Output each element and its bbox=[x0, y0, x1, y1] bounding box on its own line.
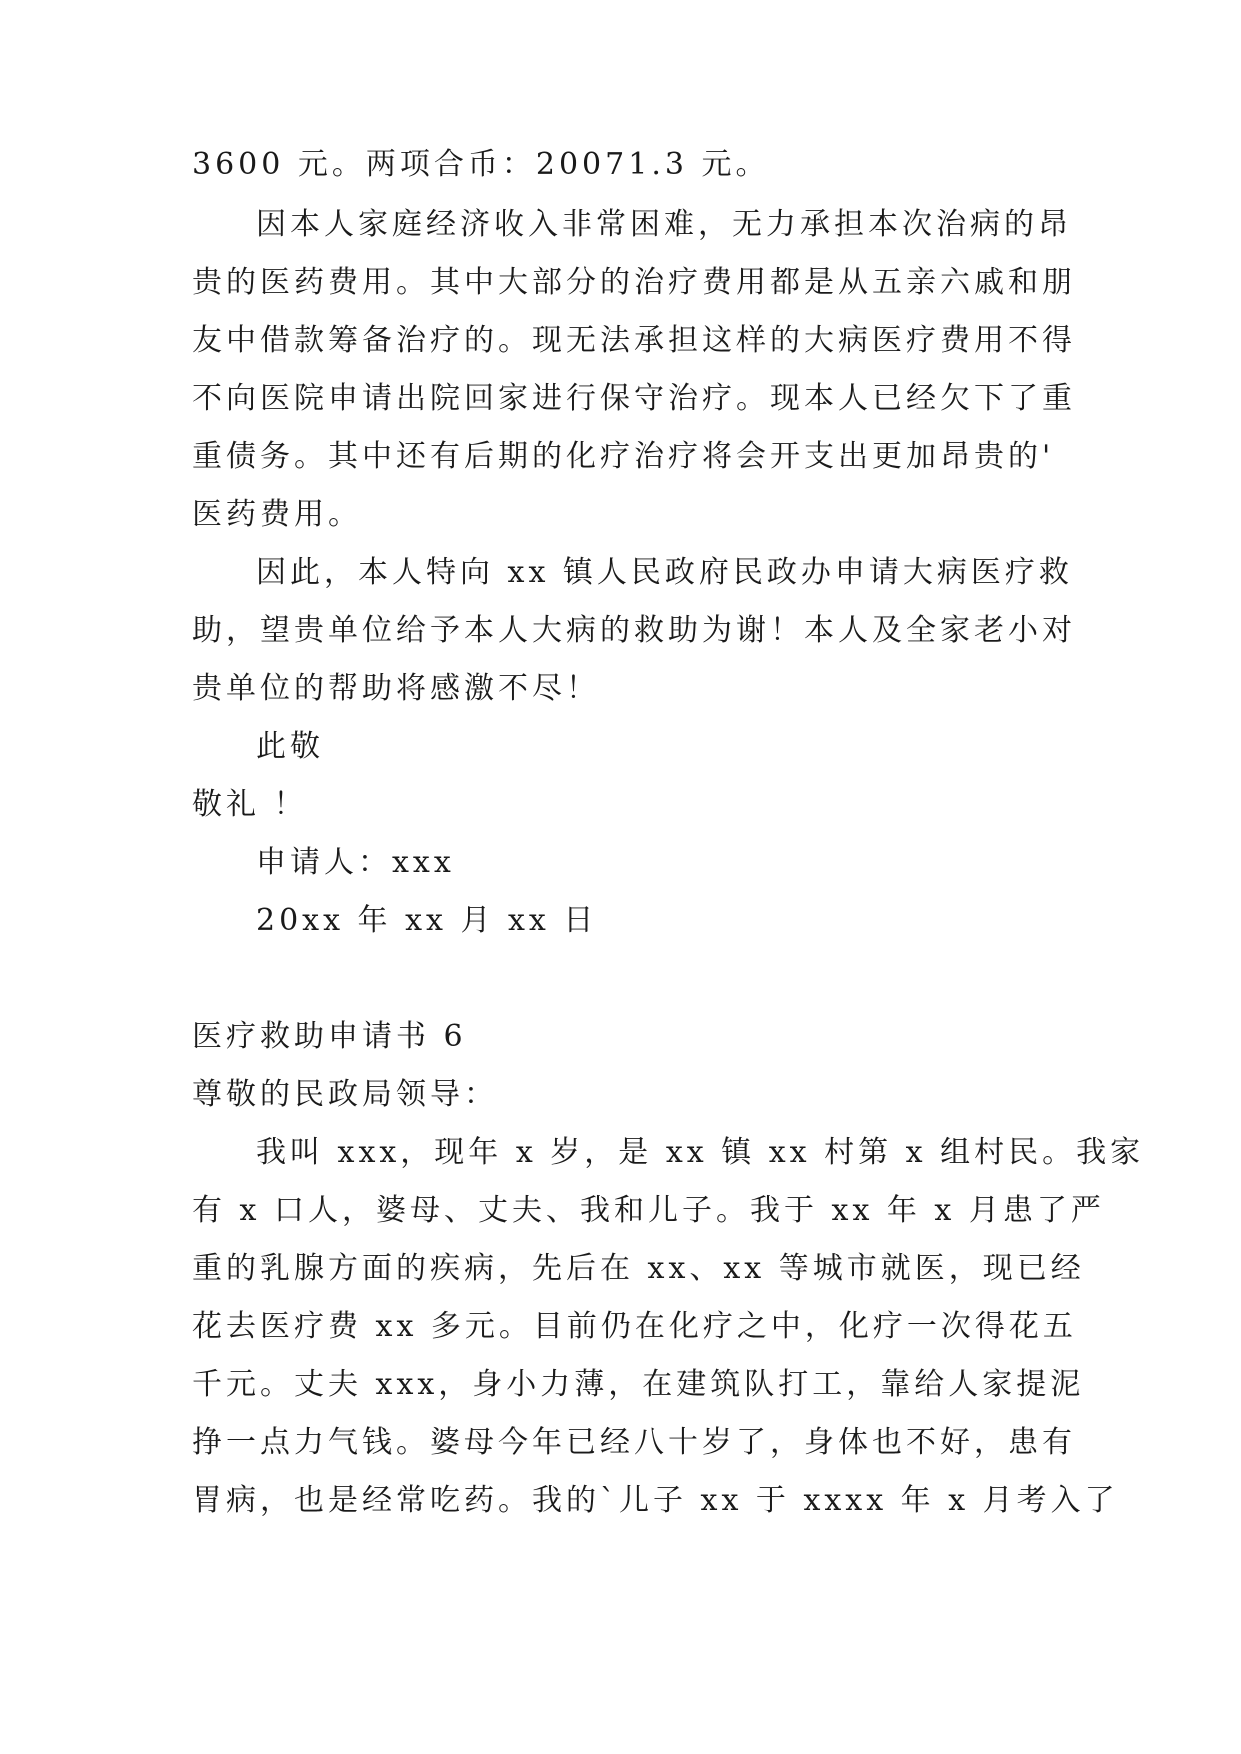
section-title: 医疗救助申请书 6 bbox=[192, 1019, 467, 1054]
paragraph-line: 不向医院申请出院回家进行保守治疗。现本人已经欠下了重 bbox=[192, 381, 1076, 416]
paragraph-line: 3600 元。两项合币：20071.3 元。 bbox=[192, 147, 770, 182]
paragraph-line: 医药费用。 bbox=[192, 497, 362, 532]
paragraph-line: 有 x 口人，婆母、丈夫、我和儿子。我于 xx 年 x 月患了严 bbox=[192, 1193, 1105, 1228]
paragraph-line: 助，望贵单位给予本人大病的救助为谢！本人及全家老小对 bbox=[192, 613, 1076, 648]
paragraph-line: 花去医疗费 xx 多元。目前仍在化疗之中，化疗一次得花五 bbox=[192, 1309, 1077, 1344]
paragraph-line: 重的乳腺方面的疾病，先后在 xx、xx 等城市就医，现已经 bbox=[192, 1251, 1085, 1286]
paragraph-line: 贵单位的帮助将感激不尽！ bbox=[192, 671, 600, 706]
paragraph-line: 千元。丈夫 xxx，身小力薄，在建筑队打工，靠给人家提泥 bbox=[192, 1367, 1085, 1402]
paragraph-line: 重债务。其中还有后期的化疗治疗将会开支出更加昂贵的' bbox=[192, 439, 1055, 474]
paragraph-line: 挣一点力气钱。婆母今年已经八十岁了，身体也不好，患有 bbox=[192, 1425, 1076, 1460]
paragraph-line: 友中借款筹备治疗的。现无法承担这样的大病医疗费用不得 bbox=[192, 323, 1076, 358]
greeting-text: 尊敬的民政局领导： bbox=[192, 1077, 498, 1112]
closing-text: 此敬 bbox=[256, 729, 324, 764]
applicant-signature: 申请人：xxx bbox=[256, 845, 455, 880]
paragraph-line: 因本人家庭经济收入非常困难，无力承担本次治病的昂 bbox=[256, 207, 1072, 242]
paragraph-line: 胃病，也是经常吃药。我的`儿子 xx 于 xxxx 年 x 月考入了 bbox=[192, 1483, 1119, 1518]
paragraph-line: 贵的医药费用。其中大部分的治疗费用都是从五亲六戚和朋 bbox=[192, 265, 1076, 300]
salute-text: 敬礼 ！ bbox=[192, 787, 308, 822]
paragraph-line: 因此，本人特向 xx 镇人民政府民政办申请大病医疗救 bbox=[256, 555, 1073, 590]
letter-date: 20xx 年 xx 月 xx 日 bbox=[256, 903, 598, 938]
paragraph-line: 我叫 xxx，现年 x 岁，是 xx 镇 xx 村第 x 组村民。我家 bbox=[256, 1135, 1145, 1170]
